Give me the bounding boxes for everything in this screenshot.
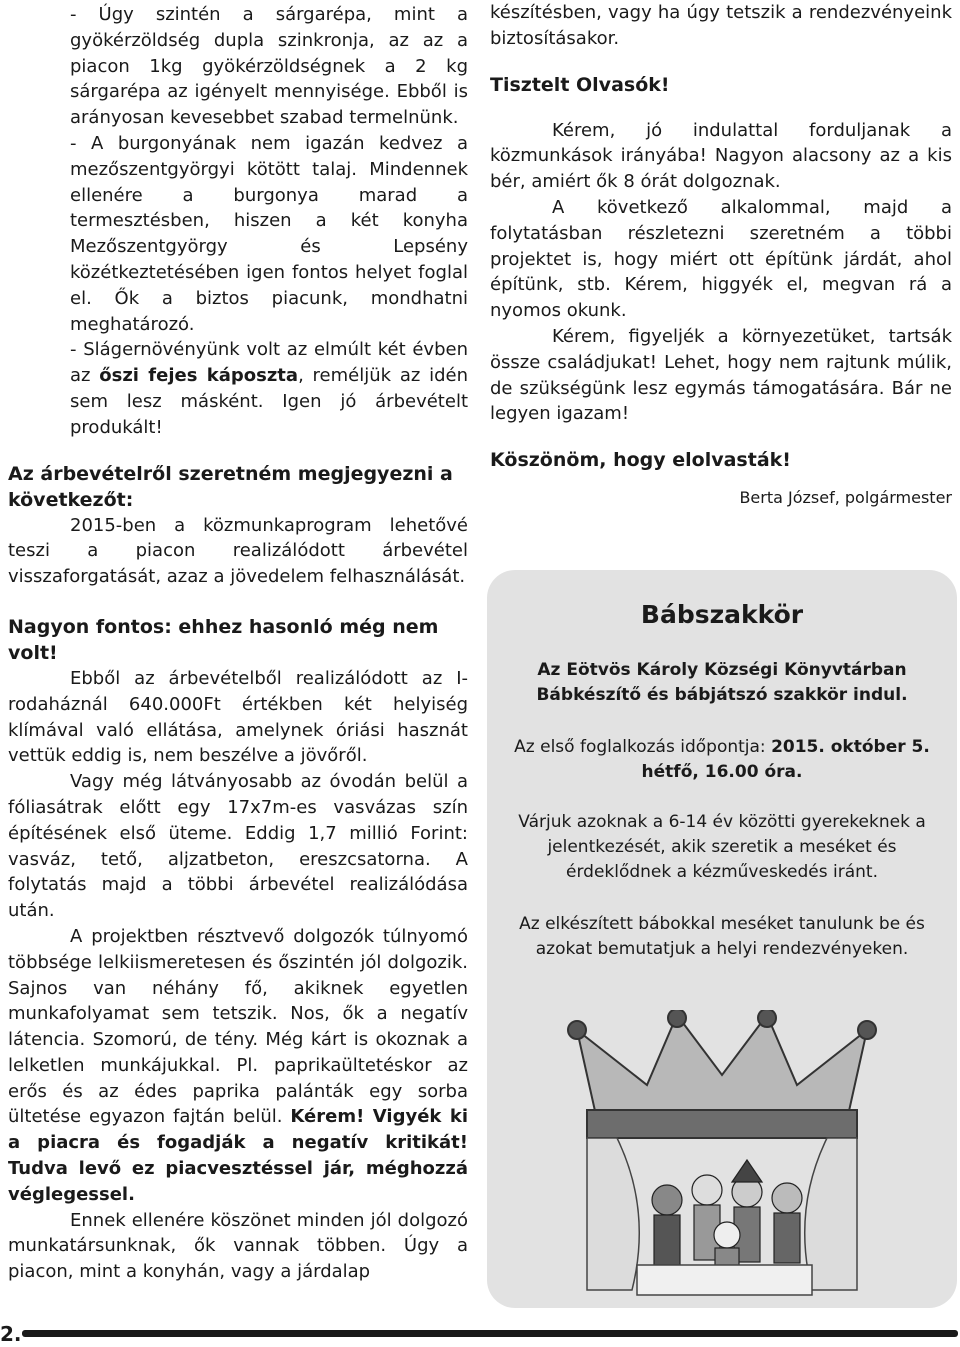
puppet-club-show: Az elkészített bábokkal meséket tanulunk be és azokat bemutatjuk a helyi rendezvényeken. — [519, 914, 925, 959]
greeting-heading: Tisztelt Olvasók! — [490, 73, 670, 96]
date-prefix: Az első foglalkozás időpontja: — [514, 737, 772, 757]
footer-rule — [22, 1330, 958, 1337]
bullet-potato: - A burgonyának nem igazán kedvez a mezőszentgyörgyi kötött talaj. Mindennek ellenére a burgonya marad a termesztésben, hiszen a két konyha Mezőszentgyörgy és Lepsény közétkeztetésében igen fontos helyet foglal el. Ők a biztos piacunk, mondhatni meghatározó. — [70, 132, 468, 335]
thanks-heading: Köszönöm, hogy elolvasták! — [490, 449, 791, 472]
revenue-paragraph: 2015-ben a közmunkaprogram lehetővé teszi a piacon realizálódott árbevétel visszaforgatását, azaz a jövedelem felhasználását. — [8, 514, 468, 588]
puppet-club-date — [507, 735, 937, 785]
revenue-heading: Az árbevételről szeretném megjegyezni a következőt: — [8, 462, 453, 511]
date-value: 2015. október 5. hétfő, 16.00 óra. — [641, 737, 930, 782]
puppet-club-title: Bábszakkör — [640, 600, 804, 629]
right-continuation: készítésben, vagy ha úgy tetszik a rendezvényeink biztosításakor. — [490, 2, 952, 49]
signature: Berta József, polgármester — [739, 488, 952, 508]
right-column — [490, 0, 952, 511]
puppet-theater-image — [557, 1010, 887, 1300]
cabbage-suffix: , reméljük az idén sem lesz másként. Igen jó árbevételt produkált! — [70, 365, 469, 438]
appeal-paragraph: Kérem, jó indulattal forduljanak a közmunkások irányába! Nagyon alacsony az a kis bér, amiért ők 8 órát dolgoznak. — [490, 119, 952, 193]
puppet-club-box — [487, 570, 957, 1308]
left-column — [8, 0, 468, 1285]
puppet-club-invite: Várjuk azoknak a 6-14 év közötti gyerekeknek a jelentkezését, akik szeretik a meséket és érdeklődnek a kézműveskedés iránt. — [518, 812, 926, 882]
next-time-paragraph: A következő alkalommal, majd a folytatásban részletezni szeretném a többi projektet is, hogy miért ott építünk járdát, ahol építünk, stb. Kérem, higgyék el, megvan rá a nyomos okunk. — [490, 196, 952, 322]
important-heading: Nagyon fontos: ehhez hasonló még nem volt! — [8, 615, 439, 664]
page-number: 2. — [0, 1322, 22, 1346]
family-paragraph: Kérem, figyeljék a környezetüket, tartsák össze családjukat! Lehet, hogy nem rajtunk múlik, de szükségünk lesz egymás támogatására. Bár ne legyen igazam! — [490, 325, 952, 425]
workers-paragraph — [8, 924, 468, 1208]
workers-text: A projektben résztvevő dolgozók túlnyomó többsége lelkiismeretesen és őszintén jól dolgozik. Sajnos van néhány fő, akiknek egyetlen munkafolyamat sem tetszik. Nos, ők a negatív látencia. Szomorú, de tény. Még kárt is okoznak a lelketlen munkájukkal. Pl. paprikaültetéskor az erős és az édes paprika palánták egy sorba ültetése egyazon fajtán belül. — [8, 925, 468, 1128]
workers-appeal: Kérem! Vigyék ki a piacra és fogadják a negatív kritikát! Tudva levő ez piacvesztéssel jár, méghozzá véglegessel. — [8, 1106, 468, 1205]
thanks-workers-paragraph: Ennek ellenére köszönet minden jól dolgozó munkatársunknak, ők vannak többen. Úgy a piacon, mint a konyhán, vagy a járdalap — [8, 1209, 468, 1283]
cabbage-prefix: - Slágernövényünk volt az elmúlt két évben az — [70, 339, 468, 387]
bullet-carrot: - Úgy szintén a sárgarépa, mint a gyökérzöldség dupla szinkronja, az az a piacon 1kg gyökérzöldségnek a 2 kg sárgarépa az igényelt mennyisége. Ebből is arányosan kevesebbet szabad termelnünk. — [70, 4, 468, 129]
kindergarten-paragraph: Vagy még látványosabb az óvodán belül a fóliasátrak előtt egy 17x7m-es vasvázas szín építésének első üteme. Eddig 1,7 millió Forint: vasváz, tető, aljzatbeton, ereszcsatorna. A folytatás majd a többi árbevétel realizálódása után. — [8, 771, 468, 922]
bullet-cabbage — [70, 337, 468, 440]
office-ac-paragraph: Ebből az árbevételből realizálódott az I-rodaháznál 640.000Ft értékben két helyiség klímával való ellátása, amelynek óriási hasznát vettük eddig is, nem beszélve a jövőről. — [8, 667, 468, 767]
cabbage-highlight: őszi fejes káposzta — [99, 365, 299, 387]
puppet-club-intro: Az Eötvös Károly Községi Könyvtárban Bábkészítő és bábjátszó szakkör indul. — [536, 660, 908, 705]
top-bullets — [8, 0, 468, 441]
